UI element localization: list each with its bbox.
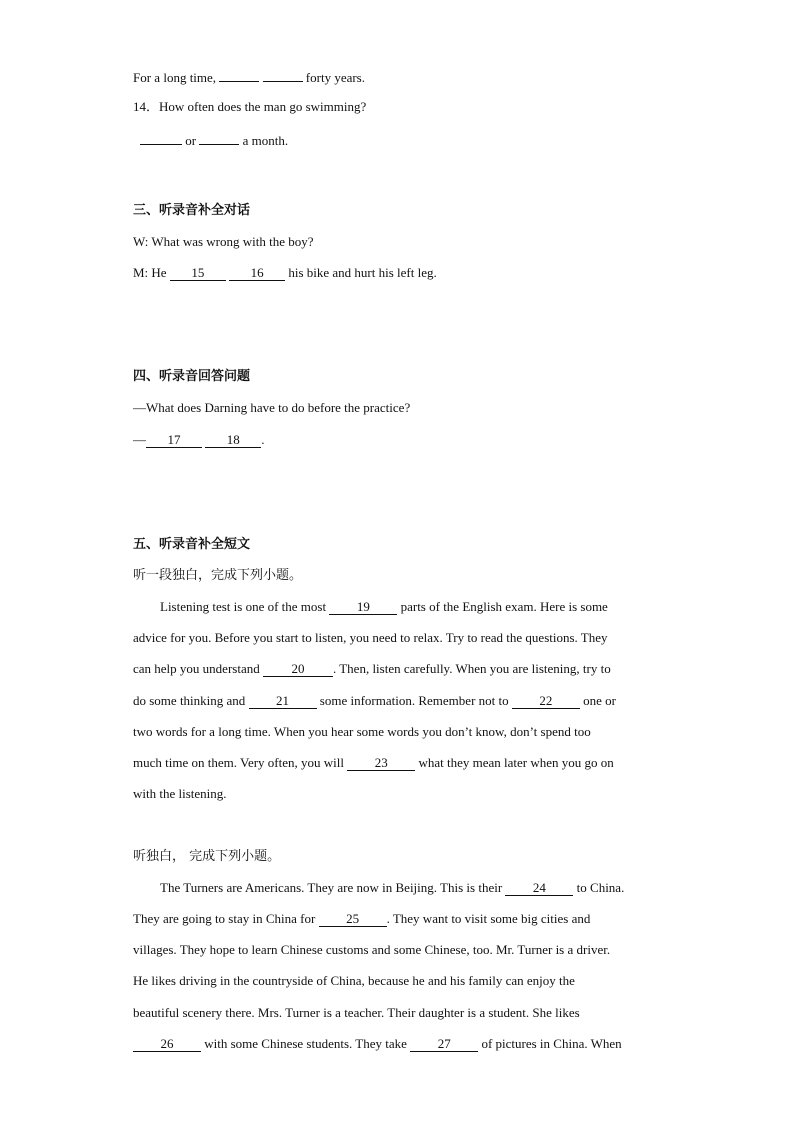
answer-blank-21[interactable]: 21	[249, 694, 317, 709]
passage-2-line: beautiful scenery there. Mrs. Turner is a teacher. Their daughter is a student. She likes	[133, 1005, 580, 1020]
answer-blank[interactable]	[199, 131, 239, 145]
question-14: 14．How often does the man go swimming?	[133, 99, 367, 114]
passage-1-line: advice for you. Before you start to listen, you need to relax. Try to read the questions. They	[133, 630, 608, 645]
q13-answer-line: For a long time, forty years.	[133, 70, 365, 85]
passage-2-line: The Turners are Americans. They are now in Beijing. This is their 24 to China.	[160, 880, 625, 895]
answer-blank-17[interactable]: 17	[146, 433, 202, 448]
passage-2-line: 26 with some Chinese students. They take 27 of pictures in China. When	[133, 1036, 622, 1052]
answer-blank[interactable]	[263, 68, 303, 82]
passage-1-instruction: 听一段独白，完成下列小题。	[133, 568, 303, 583]
answer-blank-18[interactable]: 18	[205, 433, 261, 448]
passage-1-line: can help you understand 20 . Then, listen carefully. When you are listening, try to	[133, 661, 611, 676]
answer-blank[interactable]	[140, 131, 182, 145]
passage-1-line: with the listening.	[133, 786, 227, 801]
answer-blank-23[interactable]: 23	[347, 756, 415, 771]
section-3-heading: 三、听录音补全对话	[133, 203, 251, 218]
dialogue-m-line: M: He 15 16 his bike and hurt his left leg.	[133, 265, 437, 280]
q14-answer-line: or a month.	[140, 131, 288, 149]
passage-2-line: He likes driving in the countryside of China, because he and his family can enjoy the	[133, 973, 575, 988]
answer-blank[interactable]	[219, 68, 259, 82]
section-5-heading: 五、听录音补全短文	[133, 537, 251, 552]
answer-blank-27[interactable]: 27	[410, 1037, 478, 1052]
passage-1-line: Listening test is one of the most 19 parts of the English exam. Here is some	[160, 599, 608, 614]
passage-1-line: much time on them. Very often, you will 23 what they mean later when you go on	[133, 755, 614, 770]
answer-blank-16[interactable]: 16	[229, 266, 285, 281]
answer-blank-25[interactable]: 25	[319, 912, 387, 927]
passage-2-line: villages. They hope to learn Chinese customs and some Chinese, too. Mr. Turner is a driver.	[133, 942, 611, 957]
answer-blank-15[interactable]: 15	[170, 266, 226, 281]
answer-blank-19[interactable]: 19	[329, 600, 397, 615]
section-4-heading: 四、听录音回答问题	[133, 369, 251, 384]
passage-2-line: They are going to stay in China for 25 . They want to visit some big cities and	[133, 911, 591, 926]
answer-blank-26[interactable]: 26	[133, 1037, 201, 1052]
dialogue-w-line: W: What was wrong with the boy?	[133, 234, 314, 249]
question-line: —What does Darning have to do before the practice?	[133, 400, 411, 415]
answer-blank-22[interactable]: 22	[512, 694, 580, 709]
answer-line: — 17 18 .	[133, 432, 265, 447]
passage-1-line: two words for a long time. When you hear some words you don’t know, don’t spend too	[133, 724, 591, 739]
answer-blank-20[interactable]: 20	[263, 662, 333, 677]
answer-blank-24[interactable]: 24	[505, 881, 573, 896]
passage-2-instruction: 听独白， 完成下列小题。	[133, 849, 281, 864]
passage-1-line: do some thinking and 21 some information. Remember not to 22 one or	[133, 693, 616, 708]
